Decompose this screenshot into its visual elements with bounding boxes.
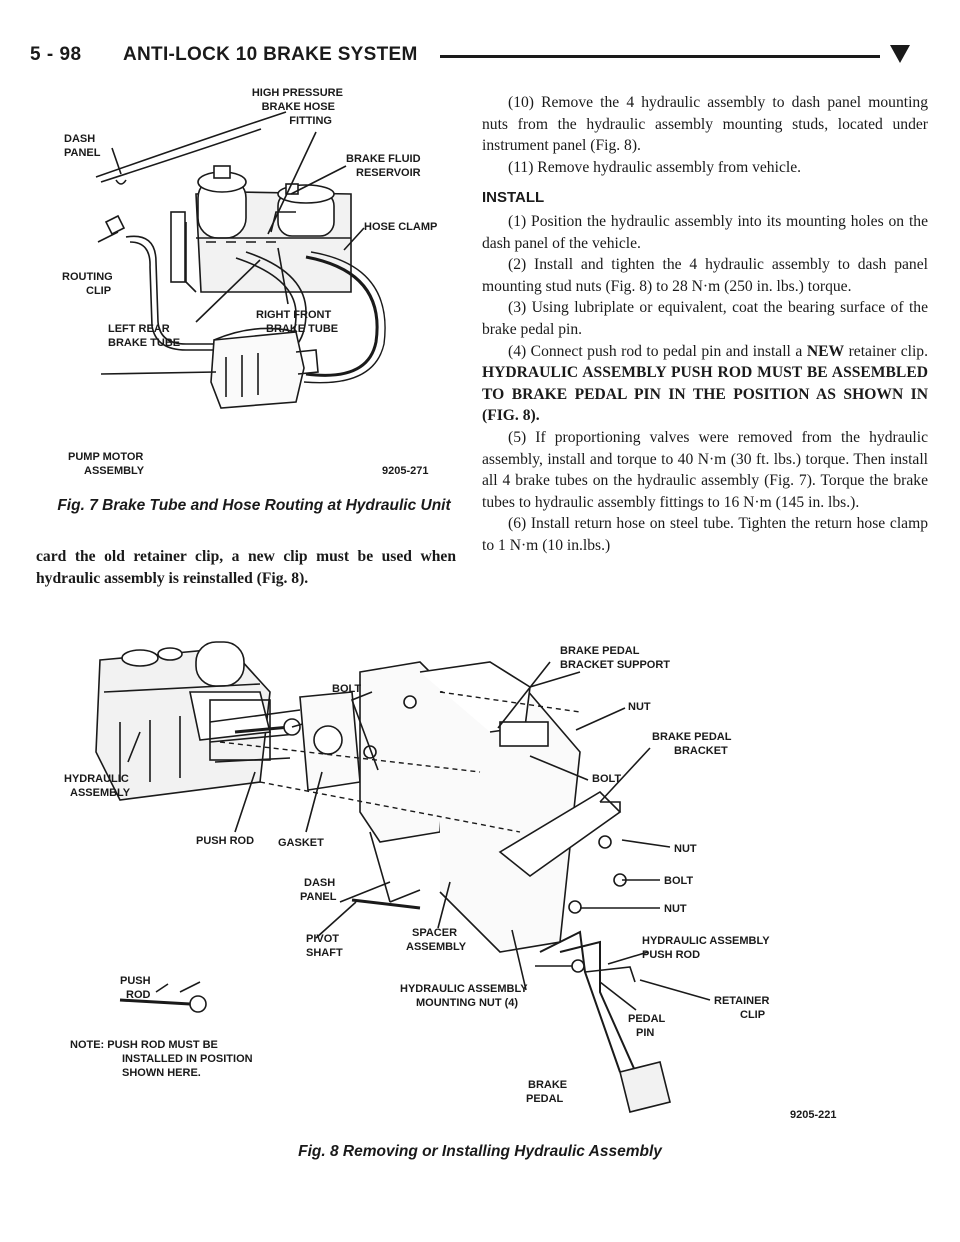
running-title: ANTI-LOCK 10 BRAKE SYSTEM [123, 44, 418, 65]
fig7-label-pump-motor: PUMP MOTOR ASSEMBLY [68, 451, 145, 477]
left-paragraph: card the old retainer clip, a new clip must be used when hydraulic assembly is reinstalled (Fig. 8). [36, 548, 456, 587]
fig7-label-high-pressure: HIGH PRESSURE BRAKE HOSE FITTING [251, 87, 343, 127]
fig8-label-bracket-support: BRAKE PEDAL BRACKET SUPPORT [560, 645, 671, 671]
step-4-intro: (4) Connect push rod to pedal pin and install a [508, 342, 803, 360]
fig8-label-pedal-bracket: BRAKE PEDAL BRACKET [652, 731, 732, 757]
fig7-label-routing-clip: ROUTING CLIP [62, 271, 113, 297]
right-column-text [482, 92, 928, 556]
header-triangle-icon [890, 45, 910, 63]
figure-8 [60, 632, 900, 1147]
step-10: (10) Remove the 4 hydraulic assembly to dash panel mounting nuts from the hydraulic assembly mounting studs, located under instrument panel (Fig. 8). [482, 94, 928, 155]
fig7-label-hose-clamp: HOSE CLAMP [364, 221, 438, 233]
fig8-label-bolt-low: BOLT [664, 875, 694, 887]
fig8-label-spacer: SPACER ASSEMBLY [406, 927, 467, 953]
step-4-warning: HYDRAULIC ASSEMBLY PUSH ROD MUST BE ASSEMBLED TO BRAKE PEDAL PIN IN THE POSITION AS SHOWN IN (FIG. 8). [482, 364, 928, 425]
fig8-label-bolt-top: BOLT [332, 683, 362, 695]
fig8-label-pedal-pin: PEDAL PIN [628, 1013, 666, 1039]
install-step-4 [482, 341, 928, 427]
step-4-new: NEW [806, 342, 845, 360]
left-column-text [36, 546, 456, 589]
fig7-label-right-front: RIGHT FRONT BRAKE TUBE [256, 309, 339, 335]
fig8-label-nut-top: NUT [628, 701, 651, 713]
fig8-label-bolt-mid: BOLT [592, 773, 622, 785]
fig7-illustration [46, 82, 456, 492]
fig8-label-nut-low: NUT [664, 903, 687, 915]
fig8-label-hydraulic-assembly: HYDRAULIC ASSEMBLY [64, 773, 131, 799]
fig8-label-push-rod-detail: PUSH ROD [120, 975, 151, 1001]
fig7-code: 9205-271 [382, 465, 429, 477]
fig7-caption: Fig. 7 Brake Tube and Hose Routing at Hydraulic Unit [57, 497, 451, 514]
fig8-label-push-rod: PUSH ROD [196, 835, 255, 847]
fig8-label-retainer: RETAINER CLIP [714, 995, 770, 1021]
figure-7 [46, 82, 456, 492]
install-step-6: (6) Install return hose on steel tube. Tighten the return hose clamp to 1 N·m (10 in.lbs.) [482, 515, 928, 554]
fig8-label-gasket: GASKET [278, 837, 324, 849]
page-header [30, 44, 930, 78]
fig8-label-nut-mid: NUT [674, 843, 697, 855]
fig8-code: 9205-221 [790, 1109, 837, 1121]
fig7-label-reservoir: BRAKE FLUID RESERVOIR [346, 153, 421, 179]
fig8-caption: Fig. 8 Removing or Installing Hydraulic Assembly [298, 1143, 662, 1160]
fig7-label-left-rear: LEFT REAR BRAKE TUBE [108, 323, 181, 349]
install-step-3: (3) Using lubriplate or equivalent, coat the bearing surface of the brake pedal pin. [482, 299, 928, 338]
install-step-1: (1) Position the hydraulic assembly into its mounting holes on the dash panel of the vehicle. [482, 212, 928, 252]
install-step-2: (2) Install and tighten the 4 hydraulic assembly to dash panel mounting stud nuts (Fig. 8) to 28 N·m (250 in. lbs.) torque. [482, 256, 928, 295]
fig8-label-ha-push-rod: HYDRAULIC ASSEMBLY PUSH ROD [642, 935, 770, 961]
fig8-label-brake-pedal: BRAKE PEDAL [526, 1079, 568, 1105]
step-4-retainer: retainer clip. [848, 342, 929, 360]
step-11: (11) Remove hydraulic assembly from vehicle. [508, 158, 802, 176]
fig7-label-dash-panel: DASH PANEL [64, 133, 101, 159]
header-rule [440, 55, 880, 58]
install-step-5: (5) If proportioning valves were removed from the hydraulic assembly, install and torque to 40 N·m (30 ft. lbs.) torque. Then install all 4 brake tubes on the hydraulic assembly (Fig. 7). Torque the brake tubes to hydraulic assembly fittings to 16 N·m (145 in. lbs.). [482, 428, 928, 511]
page-number: 5 - 98 [30, 44, 82, 65]
fig8-label-mounting-nut: HYDRAULIC ASSEMBLY MOUNTING NUT (4) [400, 983, 528, 1009]
fig8-label-note: NOTE: PUSH ROD MUST BE INSTALLED IN POSITION SHOWN HERE. [70, 1039, 253, 1079]
fig8-label-dash-panel: DASH PANEL [300, 877, 337, 903]
install-heading: INSTALL [482, 189, 545, 207]
fig8-label-pivot-shaft: PIVOT SHAFT [306, 933, 343, 959]
fig8-illustration [60, 632, 900, 1147]
